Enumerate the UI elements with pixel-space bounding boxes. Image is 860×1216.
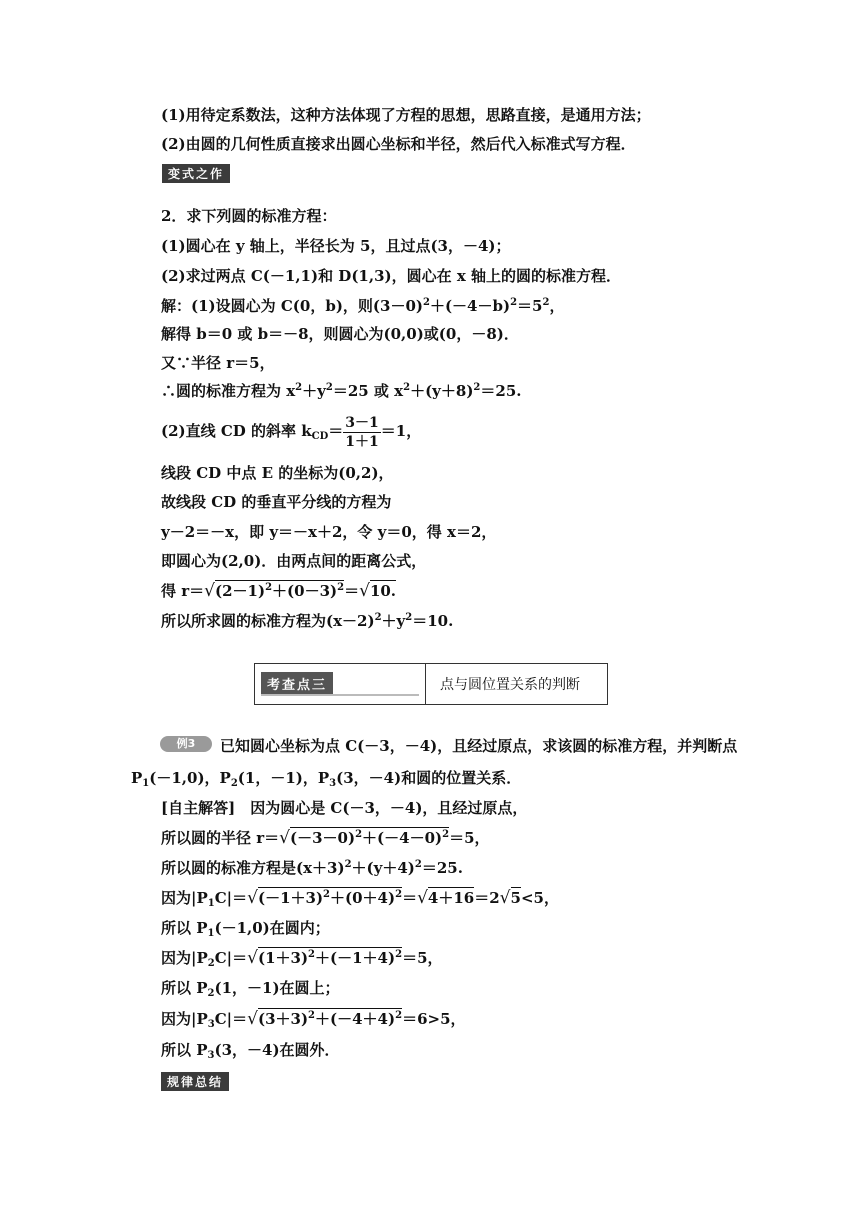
answer-line-1: [自主解答] 因为圆心是 C(－3，－4)，且经过原点，	[161, 799, 528, 817]
slope-fraction: $\frac{3-1}{1+1}$	[345, 414, 379, 450]
example-text-2: $P_1(-1,0)$，$P_2(1$，－1)，$P_3(3$，－4)和圆的位置关系．	[131, 769, 522, 789]
example-text-1: 已知圆心坐标为点 C(－3，－4)，且经过原点，求该圆的标准方程，并判断点	[220, 737, 738, 755]
solution-line-3: 又∵半径 r＝5，	[161, 354, 275, 372]
solution-line-8: y－2＝－x，即 y＝－x＋2，令 y＝0，得 x＝2，	[161, 523, 497, 541]
problem-title: 2．求下列圆的标准方程：	[161, 207, 337, 225]
solution-line-1: 解：(1)设圆心为 C(0，b)，则$(3-0)^2+(-4-b)^2=5^2$，	[161, 297, 565, 315]
section-title: 点与圆位置关系的判断	[440, 677, 580, 693]
answer-line-8: 因为$|P_3C|=√(3+3)^2+(-4+4)^2=6>5$，	[161, 1009, 466, 1030]
solution-line-5: (2)直线 CD 的斜率 $k_{CD}=$ $\frac{3-1}{1+1}$ ＝1，	[161, 414, 422, 450]
problem-q1: (1)圆心在 y 轴上，半径长为 5，且过点(3，－4)；	[161, 237, 511, 255]
solution-line-7: 故线段 CD 的垂直平分线的方程为	[161, 493, 392, 511]
solution-line-6: 线段 CD 中点 E 的坐标为(0,2)，	[161, 464, 394, 482]
section-header	[254, 663, 608, 705]
answer-line-3: 所以圆的标准方程是$(x+3)^2+(y+4)^2=25$.	[161, 859, 463, 877]
intro-line-1: (1)用待定系数法，这种方法体现了方程的思想，思路直接，是通用方法；	[161, 106, 651, 124]
solution-line-4: ∴圆的标准方程为 $x^2+y^2=25$ 或 $x^2+(y+8)^2=25$.	[161, 382, 522, 400]
variant-badge: 变式之作	[162, 164, 230, 183]
answer-line-9: 所以 $P_3(3$，－4)在圆外．	[161, 1041, 340, 1061]
example-icon: 例3	[160, 736, 212, 752]
answer-line-2: 所以圆的半径 $r=√(-3-0)^2+(-4-0)^2=5$，	[161, 828, 490, 848]
summary-badge: 规律总结	[161, 1072, 229, 1091]
answer-line-4: 因为$|P_1C|=√(-1+3)^2+(0+4)^2=√4+16=2√5<5$，	[161, 888, 559, 909]
solution-line-10: 得 $r=√(2-1)^2+(0-3)^2=√10$.	[161, 581, 397, 601]
problem-q2: (2)求过两点 C(－1,1)和 D(1,3)，圆心在 x 轴上的圆的标准方程．	[161, 267, 621, 285]
section-tag: 考查点三	[261, 672, 333, 695]
answer-line-5: 所以 $P_1(-1,0)$在圆内；	[161, 919, 330, 939]
answer-line-7: 所以 $P_2(1$，－1)在圆上；	[161, 979, 340, 999]
solution-line-2: 解得 b＝0 或 b＝－8，则圆心为(0,0)或(0，－8)．	[161, 325, 519, 343]
solution-line-11: 所以所求圆的标准方程为$(x-2)^2+y^2=10$.	[161, 612, 454, 630]
solution-line-9: 即圆心为(2,0)．由两点间的距离公式，	[161, 552, 427, 570]
answer-line-6: 因为$|P_2C|=√(1+3)^2+(-1+4)^2=5$，	[161, 948, 443, 969]
intro-line-2: (2)由圆的几何性质直接求出圆心坐标和半径，然后代入标准式写方程．	[161, 135, 636, 153]
